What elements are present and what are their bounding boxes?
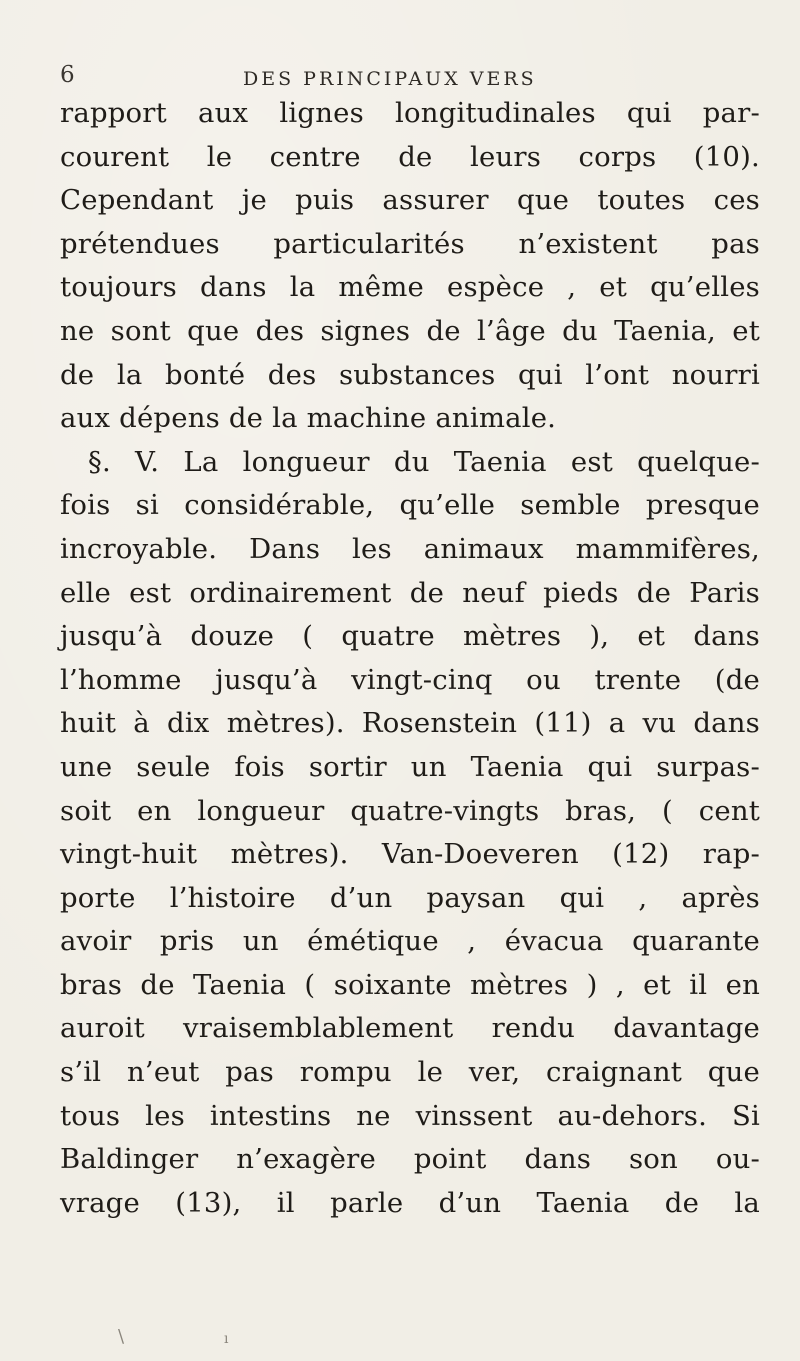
text-line: ne sont que des signes de l’âge du Taenia, et: [60, 314, 760, 347]
text-line: incroyable. Dans les animaux mammifères,: [60, 532, 760, 565]
text-line: Baldinger n’exagère point dans son ou-: [60, 1143, 760, 1176]
body-text: [60, 92, 760, 1225]
footer-mark-secondary: ı: [224, 1331, 229, 1347]
text-line: auroit vraisemblablement rendu davantage: [60, 1012, 760, 1045]
text-line: soit en longueur quatre-vingts bras, ( cent: [60, 794, 760, 827]
text-line: jusqu’à douze ( quatre mètres ), et dans: [60, 620, 760, 653]
text-line: vingt-huit mètres). Van-Doeveren (12) rap-: [60, 838, 760, 871]
text-line: de la bonté des substances qui l’ont nourri: [60, 358, 760, 391]
text-line: toujours dans la même espèce , et qu’elles: [60, 271, 760, 304]
text-line: vrage (13), il parle d’un Taenia de la: [60, 1186, 760, 1219]
page-header: [60, 62, 760, 92]
text-line: fois si considérable, qu’elle semble presque: [60, 489, 760, 522]
page-number: 6: [60, 62, 75, 88]
text-line: §. V. La longueur du Taenia est quelque-: [88, 445, 760, 478]
text-line: prétendues particularités n’existent pas: [60, 227, 760, 260]
text-line: une seule fois sortir un Taenia qui surpas-: [60, 750, 760, 783]
text-line: huit à dix mètres). Rosenstein (11) a vu dans: [60, 707, 760, 740]
text-line: rapport aux lignes longitudinales qui par-: [60, 97, 760, 129]
text-line: porte l’histoire d’un paysan qui , après: [60, 881, 760, 914]
text-line: tous les intestins ne vinssent au-dehors. Si: [60, 1099, 760, 1132]
text-line: elle est ordinairement de neuf pieds de Paris: [60, 576, 760, 609]
text-line: aux dépens de la machine animale.: [60, 402, 557, 435]
text-line: s’il n’eut pas rompu le ver, craignant que: [60, 1056, 760, 1089]
text-line: l’homme jusqu’à vingt-cinq ou trente (de: [60, 663, 760, 696]
text-line: Cependant je puis assurer que toutes ces: [60, 184, 760, 217]
text-line: courent le centre de leurs corps (10).: [60, 140, 760, 173]
text-line: bras de Taenia ( soixante mètres ) , et il en: [60, 968, 760, 1001]
running-head: DES PRINCIPAUX VERS: [243, 68, 537, 90]
text-line: avoir pris un émétique , évacua quarante: [60, 925, 760, 958]
footer-mark: \: [118, 1326, 125, 1347]
